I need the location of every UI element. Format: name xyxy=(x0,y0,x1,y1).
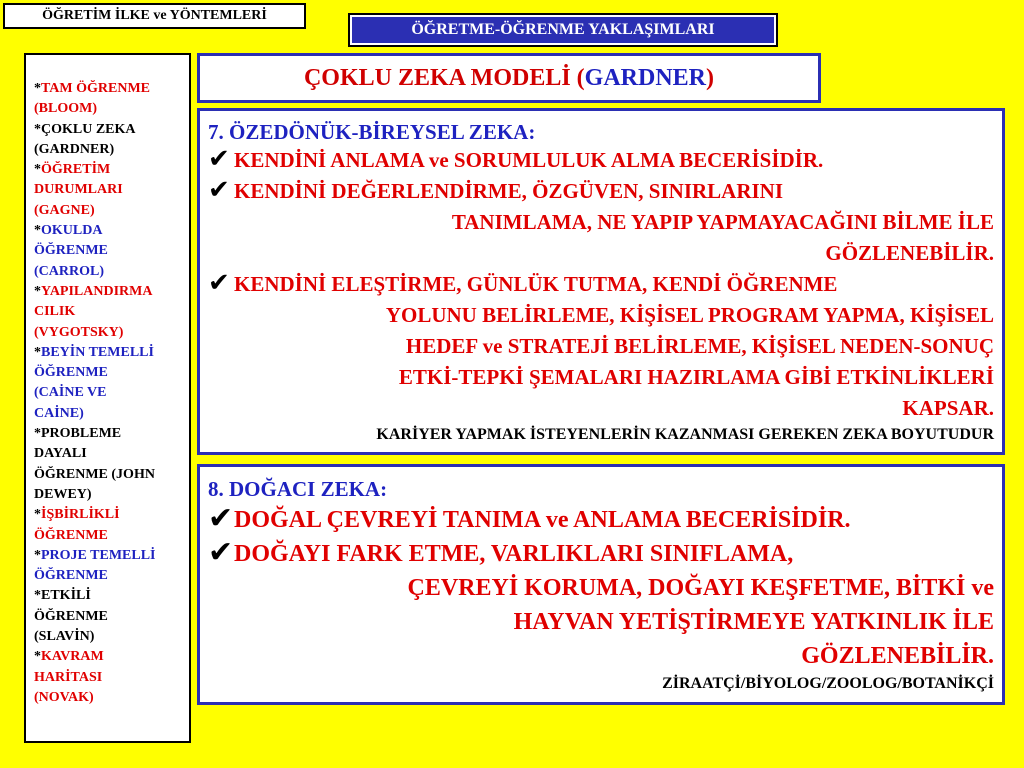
sidebar-item-line xyxy=(34,160,185,180)
sidebar-item xyxy=(34,343,185,424)
sidebar-item-text: PROJE TEMELLİ xyxy=(41,547,156,563)
sidebar-item-line xyxy=(34,363,185,383)
sidebar-item-line xyxy=(34,546,185,566)
sidebar-item-star: * xyxy=(34,283,41,299)
sidebar-item-star: * xyxy=(34,426,41,442)
sidebar-item-text: DEWEY) xyxy=(34,486,92,502)
bullet-line: KENDİNİ DEĞERLENDİRME, ÖZGÜVEN, SINIRLARINI xyxy=(234,179,784,203)
sidebar-item xyxy=(34,79,185,120)
bullet-item xyxy=(208,176,994,269)
sidebar-item-line xyxy=(34,404,185,424)
bullet-line: KENDİNİ ANLAMA ve SORUMLULUK ALMA BECERİSİDİR. xyxy=(234,148,824,172)
naturalist-footer: ZİRAATÇİ/BİYOLOG/ZOOLOG/BOTANİKÇİ xyxy=(662,675,994,692)
sidebar-item xyxy=(34,546,185,587)
sidebar-item xyxy=(34,120,185,161)
sidebar-item-line xyxy=(34,627,185,647)
sidebar-item-line xyxy=(34,99,185,119)
sidebar-item-line xyxy=(34,79,185,99)
sidebar-item-star: * xyxy=(34,344,41,360)
bullet-line: YOLUNU BELİRLEME, KİŞİSEL PROGRAM YAPMA, KİŞİSEL xyxy=(385,303,994,327)
sidebar-item-text: (GAGNE) xyxy=(34,202,95,218)
sidebar-item-text: HARİTASI xyxy=(34,669,103,685)
sidebar-item xyxy=(34,647,185,708)
sidebar-item xyxy=(34,221,185,282)
sidebar-item-text: TAM ÖĞRENME xyxy=(41,81,151,96)
sidebar-item-text: (SLAVİN) xyxy=(34,629,95,645)
sidebar-item-line xyxy=(34,180,185,200)
sidebar-item-text: ETKİLİ xyxy=(41,588,91,604)
section-title-banner: ÖĞRETME-ÖĞRENME YAKLAŞIMLARI xyxy=(348,13,778,47)
sidebar-item xyxy=(34,424,185,505)
intrapersonal-intelligence-box xyxy=(197,108,1005,455)
sidebar-item-line xyxy=(34,201,185,221)
checkmark-icon: ✔ xyxy=(208,144,230,174)
sidebar-item-text: YAPILANDIRMA xyxy=(41,283,153,299)
sidebar-item-star: * xyxy=(34,223,41,239)
sidebar-item-text: BEYİN TEMELLİ xyxy=(41,344,154,360)
sidebar-item-line xyxy=(34,262,185,282)
sidebar-item-line xyxy=(34,302,185,322)
sidebar-item xyxy=(34,586,185,647)
sidebar-item-line xyxy=(34,607,185,627)
sidebar-item-text: PROBLEME xyxy=(41,426,122,442)
bullet-line: GÖZLENEBİLİR. xyxy=(825,241,994,265)
sidebar-item-text: ÖĞRENME xyxy=(34,527,108,543)
sidebar-item-text: ÖĞRENME (JOHN xyxy=(34,466,155,482)
bullet-item xyxy=(208,269,994,424)
bullet-line: KENDİNİ ELEŞTİRME, GÜNLÜK TUTMA, KENDİ ÖĞRENME xyxy=(234,272,838,296)
sidebar-item-line xyxy=(34,282,185,302)
checkmark-icon: ✔ xyxy=(208,535,234,570)
sidebar-item-text: (CARROL) xyxy=(34,263,104,279)
sidebar-item-text: (NOVAK) xyxy=(34,689,94,705)
sidebar-item xyxy=(34,160,185,221)
bullet-line: HEDEF ve STRATEJİ BELİRLEME, KİŞİSEL NEDEN-SONUÇ xyxy=(405,334,994,358)
sidebar-item-line xyxy=(34,526,185,546)
sidebar-item-star: * xyxy=(34,121,41,137)
intrapersonal-bullets xyxy=(208,145,994,424)
sidebar-item-text: CILIK xyxy=(34,304,76,320)
slide-title-end: ) xyxy=(706,65,715,91)
sidebar-item-text: ÖĞRENME xyxy=(34,365,108,381)
sidebar-item-star: * xyxy=(34,649,41,665)
intrapersonal-footer: KARİYER YAPMAK İSTEYENLERİN KAZANMASI GEREKEN ZEKA BOYUTUDUR xyxy=(376,426,994,443)
bullet-item xyxy=(208,537,994,673)
sidebar-item-text: ÖĞRENME xyxy=(34,568,108,584)
bullet-line: KAPSAR. xyxy=(902,396,994,420)
slide-title xyxy=(197,53,821,103)
sidebar-item-text: ÖĞRENME xyxy=(34,243,108,259)
sidebar-item-text: (VYGOTSKY) xyxy=(34,324,124,340)
sidebar-item-line xyxy=(34,485,185,505)
sidebar-item-star: * xyxy=(34,162,41,178)
naturalist-heading: 8. DOĞACI ZEKA: xyxy=(208,477,388,501)
sidebar-item xyxy=(34,505,185,546)
sidebar-item-star: * xyxy=(34,81,41,96)
bullet-line: DOĞAL ÇEVREYİ TANIMA ve ANLAMA BECERİSİDİR. xyxy=(234,507,851,533)
bullet-line: DOĞAYI FARK ETME, VARLIKLARI SINIFLAMA, xyxy=(234,541,794,567)
checkmark-icon: ✔ xyxy=(208,268,230,298)
bullet-line: ETKİ-TEPKİ ŞEMALARI HAZIRLAMA GİBİ ETKİNLİKLERİ xyxy=(398,365,994,389)
sidebar-item-line xyxy=(34,424,185,444)
naturalist-bullets xyxy=(208,503,994,673)
sidebar-item-line xyxy=(34,505,185,525)
checkmark-icon: ✔ xyxy=(208,501,234,536)
sidebar-item-text: ÖĞRENME xyxy=(34,608,108,624)
sidebar-item-line xyxy=(34,688,185,708)
sidebar-item-star: * xyxy=(34,547,41,563)
sidebar-item-line xyxy=(34,586,185,606)
bullet-item xyxy=(208,503,994,537)
sidebar-item-star: * xyxy=(34,507,41,523)
sidebar-item-line xyxy=(34,647,185,667)
sidebar-item-line xyxy=(34,444,185,464)
sidebar-item-text: (GARDNER) xyxy=(34,141,115,157)
sidebar-item-line xyxy=(34,465,185,485)
sidebar-item-text: (CAİNE VE xyxy=(34,385,107,401)
slide-title-highlight: GARDNER xyxy=(584,65,707,91)
sidebar-item-text: DURUMLARI xyxy=(34,182,123,198)
sidebar-item-star: * xyxy=(34,588,41,604)
checkmark-icon: ✔ xyxy=(208,175,230,205)
sidebar-item-line xyxy=(34,566,185,586)
sidebar-item-line xyxy=(34,120,185,140)
sidebar-item-line xyxy=(34,140,185,160)
sidebar-item-text: OKULDA xyxy=(41,223,103,239)
sidebar-item-line xyxy=(34,221,185,241)
sidebar-item-text: ÇOKLU ZEKA xyxy=(41,121,136,137)
bullet-line: TANIMLAMA, NE YAPIP YAPMAYACAĞINI BİLME İLE xyxy=(451,210,994,234)
sidebar-item-line xyxy=(34,241,185,261)
sidebar-item-text: DAYALI xyxy=(34,446,87,462)
sidebar-item-text: KAVRAM xyxy=(41,649,104,665)
sidebar-item-text: İŞBİRLİKLİ xyxy=(41,507,120,523)
course-title-label: ÖĞRETİM İLKE ve YÖNTEMLERİ xyxy=(3,3,306,29)
sidebar-item xyxy=(34,282,185,343)
sidebar-item-text: (BLOOM) xyxy=(34,101,97,117)
intrapersonal-heading: 7. ÖZEDÖNÜK-BİREYSEL ZEKA: xyxy=(208,120,536,144)
naturalist-intelligence-box xyxy=(197,464,1005,705)
bullet-item xyxy=(208,145,994,176)
sidebar-item-text: CAİNE) xyxy=(34,405,84,421)
bullet-line: ÇEVREYİ KORUMA, DOĞAYI KEŞFETME, BİTKİ ve xyxy=(407,575,994,601)
bullet-line: HAYVAN YETİŞTİRMEYE YATKINLIK İLE xyxy=(513,609,994,635)
sidebar-item-line xyxy=(34,343,185,363)
bullet-line: GÖZLENEBİLİR. xyxy=(801,643,994,669)
sidebar-item-text: ÖĞRETİM xyxy=(41,162,111,178)
sidebar-item-line xyxy=(34,323,185,343)
slide-title-main: ÇOKLU ZEKA MODELİ ( xyxy=(303,65,585,91)
approaches-sidebar xyxy=(24,53,191,743)
sidebar-item-line xyxy=(34,383,185,403)
sidebar-item-line xyxy=(34,668,185,688)
